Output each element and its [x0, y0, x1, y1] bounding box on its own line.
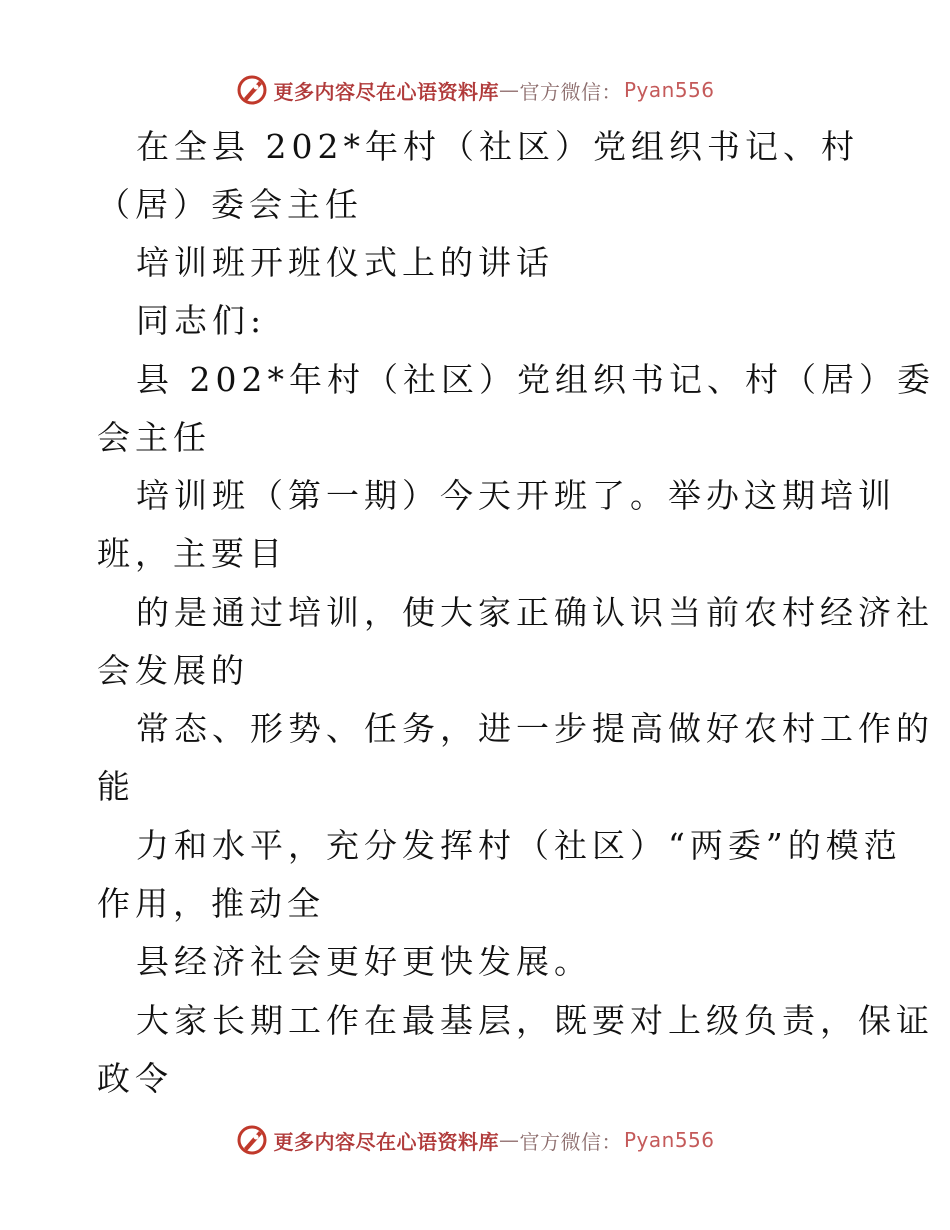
- text-line: 同志们:: [136, 301, 267, 340]
- watermark-site-name: 更多内容尽在心语资料库: [273, 79, 499, 104]
- footer-watermark: [0, 1120, 950, 1160]
- text-line: （居）委会主任: [97, 185, 363, 224]
- watermark-wechat-id: Pyan556: [623, 1128, 715, 1152]
- text-line: 的是通过培训，使大家正确认识当前农村经济社: [136, 593, 934, 632]
- text-line: 能: [97, 767, 135, 806]
- text-line: 作用，推动全: [97, 884, 325, 923]
- pen-logo-icon: [235, 1123, 269, 1157]
- watermark-wechat-label: 官方微信：: [519, 1129, 622, 1154]
- text-line: 常态、形势、任务，进一步提高做好农村工作的: [136, 709, 934, 748]
- text-line: 政令: [97, 1059, 173, 1098]
- text-line: 会主任: [97, 418, 211, 457]
- text-line: 县 202*年村（社区）党组织书记、村（居）委: [136, 360, 935, 399]
- text-line: 会发展的: [97, 651, 249, 690]
- text-line: 培训班（第一期）今天开班了。举办这期培训: [136, 476, 896, 515]
- watermark-dash: —: [498, 78, 520, 102]
- pen-logo-icon: [235, 73, 269, 107]
- text-line: 大家长期工作在最基层，既要对上级负责，保证: [136, 1001, 934, 1040]
- watermark-dash: —: [498, 1128, 520, 1152]
- watermark-site-name: 更多内容尽在心语资料库: [273, 1129, 499, 1154]
- text-line: 在全县 202*年村（社区）党组织书记、村: [136, 127, 859, 166]
- text-line: 培训班开班仪式上的讲话: [136, 243, 554, 282]
- header-watermark: [0, 70, 950, 110]
- watermark-wechat-label: 官方微信：: [519, 79, 622, 104]
- text-line: 力和水平，充分发挥村（社区）“两委”的模范: [136, 826, 902, 865]
- watermark-wechat-id: Pyan556: [623, 78, 715, 102]
- text-line: 县经济社会更好更快发展。: [136, 942, 592, 981]
- text-line: 班，主要目: [97, 534, 287, 573]
